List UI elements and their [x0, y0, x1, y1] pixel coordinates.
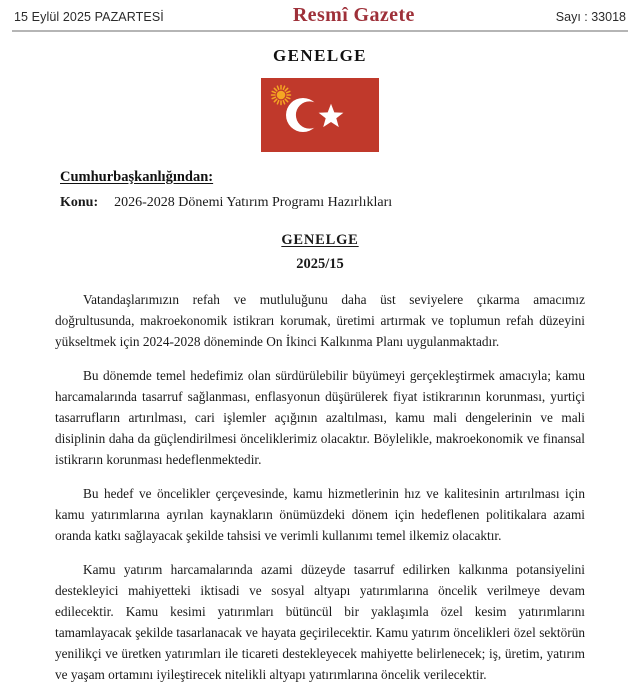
body-paragraph: Bu hedef ve öncelikler çerçevesinde, kamu hizmetlerinin hız ve kalitesinin artırılması için kamu yatırımlarına ayrılan kaynakların önümüzdeki dönem için hedeflenen politikalara azami oranda katkı sağlayacak şekilde tahsisi ve verimli kullanımı temel ilkemiz olacaktır.	[55, 486, 585, 543]
turkish-flag-icon	[261, 78, 379, 152]
header-divider	[12, 30, 628, 32]
circular-heading-block	[0, 231, 640, 273]
body-paragraph: Bu dönemde temel hedefimiz olan sürdürülebilir büyümeyi gerçekleştirmek amacıyla; kamu harcamalarında tasarruf sağlanması, enflasyonun düşürülerek fiyat istikrarının korunması, yurtiçi tasarrufların artırılması, cari işlemler açığının azaltılması, kamu mali dengelerinin ve mali disiplinin daha da güçlendirilmesi önceliklerimiz olacaktır. Böylelikle, makroekonomik ve finansal istikrarın korunması hedeflenmektedir.	[55, 368, 585, 467]
issuer-block	[60, 168, 640, 211]
circular-number: 2025/15	[296, 256, 344, 272]
publication-date: 15 Eylül 2025 PAZARTESİ	[14, 10, 164, 24]
subject-row	[60, 195, 640, 211]
body-paragraph: Kamu yatırım harcamalarında azami düzeyde tasarruf edilirken kalkınma potansiyelini destekleyici mahiyetteki iktisadi ve sosyal altyapı yatırımlarına öncelik verilmeye devam edilecektir. Kamu kesimi yatırımları bütüncül bir yaklaşımla özel kesim yatırımlarını tamamlayacak şekilde tasarlanacak ve hayata geçirilecektir. Kamu yatırım öncelikleri özel sektörün yenilikçi ve üretken yatırımları ile ticareti destekleyecek mahiyette belirlenecek; iş, üretim, yatırım ve yaşam ortamını iyileştirecek nitelikli altyapı yatırımlarına öncelik verilecektir.	[55, 562, 585, 682]
flag-container	[0, 78, 640, 152]
subject-value: 2026-2028 Dönemi Yatırım Programı Hazırlıkları	[114, 195, 393, 210]
document-type-heading: GENELGE	[273, 46, 367, 65]
gazette-masthead	[0, 0, 640, 26]
document-body	[55, 289, 585, 685]
body-paragraph: Vatandaşlarımızın refah ve mutluluğunu daha üst seviyelere çıkarma amacımız doğrultusunda, makroekonomik istikrarı korumak, üretimi artırmak ve toplumun refah düzeyini yükseltmek için 2024-2028 döneminde On İkinci Kalkınma Planı uygulanmaktadır.	[55, 292, 585, 349]
issuing-authority: Cumhurbaşkanlığından:	[60, 169, 214, 185]
circular-heading: GENELGE	[281, 232, 359, 248]
issue-number: Sayı : 33018	[555, 10, 626, 24]
gazette-title: Resmî Gazete	[292, 4, 415, 26]
subject-label: Konu:	[60, 195, 99, 210]
